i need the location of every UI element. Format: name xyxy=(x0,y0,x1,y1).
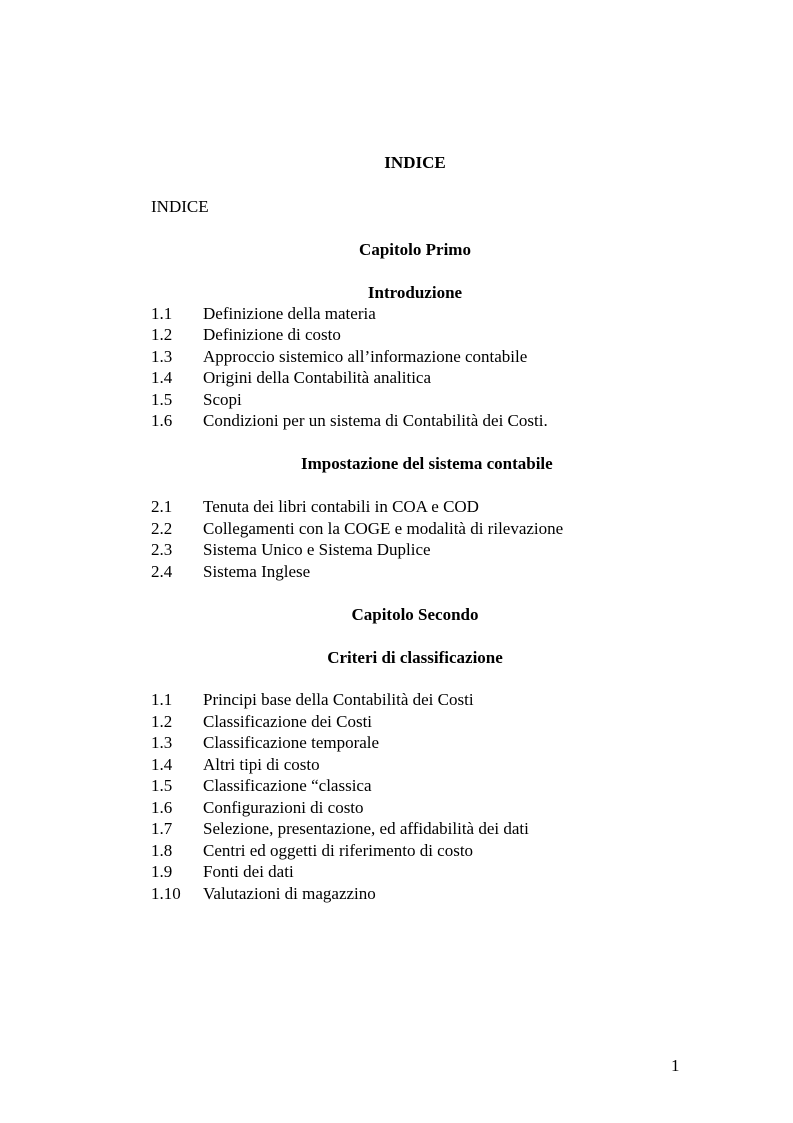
toc-entry-number: 2.1 xyxy=(151,497,173,516)
page-number: 1 xyxy=(671,1056,680,1075)
toc-entry-number: 1.6 xyxy=(151,411,173,430)
toc-entry-title: Classificazione temporale xyxy=(203,733,380,752)
toc-entry-title: Collegamenti con la COGE e modalità di rilevazione xyxy=(203,519,564,538)
toc-entry-number: 1.8 xyxy=(151,841,173,860)
toc-entry-title: Principi base della Contabilità dei Costi xyxy=(203,690,474,709)
toc-entry-number: 1.5 xyxy=(151,776,173,795)
toc-entry-title: Classificazione “classica xyxy=(203,776,372,795)
toc-entry-number: 1.3 xyxy=(151,347,173,366)
toc-entry-title: Approccio sistemico all’informazione contabile xyxy=(203,347,528,366)
toc-entry-number: 1.2 xyxy=(151,712,173,731)
toc-entry-title: Sistema Inglese xyxy=(203,562,311,581)
toc-entry-number: 1.6 xyxy=(151,798,173,817)
toc-entry-number: 2.3 xyxy=(151,540,173,559)
toc-entry-title: Origini della Contabilità analitica xyxy=(203,368,432,387)
toc-entry-title: Definizione di costo xyxy=(203,325,341,344)
toc-entry-number: 1.1 xyxy=(151,690,173,709)
section-heading-introduzione: Introduzione xyxy=(367,283,463,302)
toc-entry-title: Centri ed oggetti di riferimento di costo xyxy=(203,841,474,860)
page-heading: INDICE xyxy=(384,153,446,172)
toc-entry-title: Sistema Unico e Sistema Duplice xyxy=(203,540,431,559)
toc-entry-number: 1.3 xyxy=(151,733,173,752)
toc-entry-number: 2.2 xyxy=(151,519,173,538)
toc-entry-title: Scopi xyxy=(203,390,242,409)
toc-entry-title: Configurazioni di costo xyxy=(203,798,364,817)
toc-entry-title: Condizioni per un sistema di Contabilità dei Costi. xyxy=(203,411,548,430)
toc-entry-number: 2.4 xyxy=(151,562,173,581)
toc-entry-number: 1.10 xyxy=(151,884,181,903)
toc-entry-number: 1.2 xyxy=(151,325,173,344)
toc-entry-title: Valutazioni di magazzino xyxy=(203,884,376,903)
chapter-2-title: Capitolo Secondo xyxy=(351,605,479,624)
toc-entry-number: 1.1 xyxy=(151,304,173,323)
toc-entry-number: 1.9 xyxy=(151,862,173,881)
section-heading-impostazione: Impostazione del sistema contabile xyxy=(301,454,553,473)
toc-entry-title: Fonti dei dati xyxy=(203,862,294,881)
toc-entry-number: 1.5 xyxy=(151,390,173,409)
section-heading-criteri: Criteri di classificazione xyxy=(327,648,503,667)
toc-entry-title: Tenuta dei libri contabili in COA e COD xyxy=(203,497,479,516)
toc-entry-number: 1.4 xyxy=(151,755,173,774)
chapter-1-title: Capitolo Primo xyxy=(359,240,471,259)
toc-entry-title: Classificazione dei Costi xyxy=(203,712,373,731)
toc-entry-number: 1.7 xyxy=(151,819,173,838)
toc-entry-title: Altri tipi di costo xyxy=(203,755,320,774)
toc-entry-title: Definizione della materia xyxy=(203,304,376,323)
toc-entry-number: 1.4 xyxy=(151,368,173,387)
toc-entry-title: Selezione, presentazione, ed affidabilità dei dati xyxy=(203,819,529,838)
index-label: INDICE xyxy=(151,197,209,216)
